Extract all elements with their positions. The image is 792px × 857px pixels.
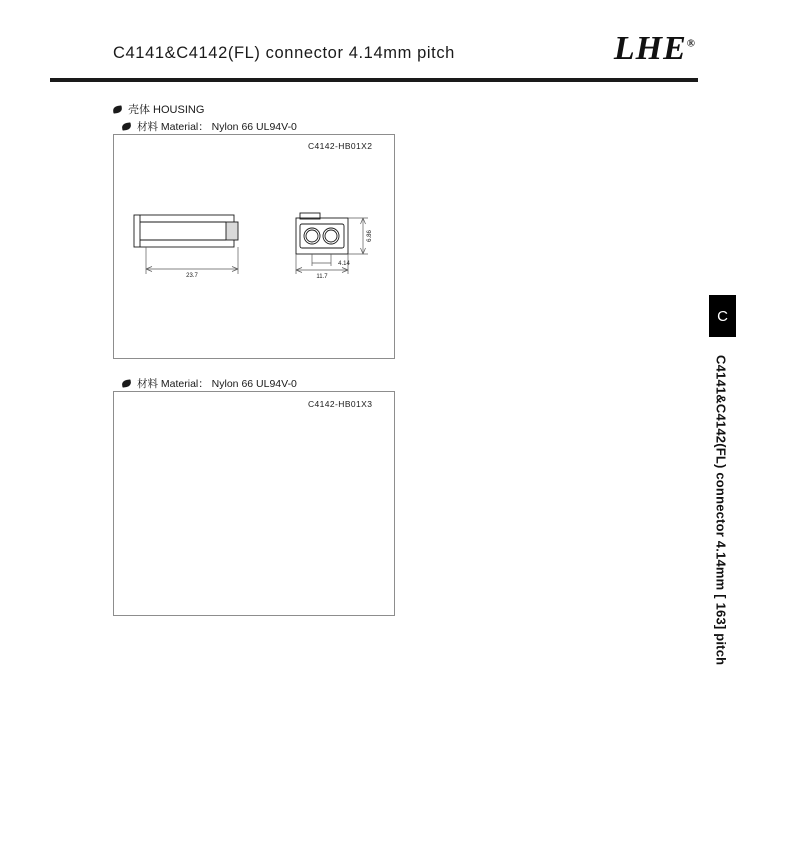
drawing-box-2pin xyxy=(113,134,395,359)
part-number-2pin: C4142-HB01X2 xyxy=(308,141,373,151)
dimension-text-side-length-2pin: 23.7 xyxy=(186,273,198,279)
section-tab-text xyxy=(703,355,739,675)
housing-label xyxy=(113,101,204,117)
registered-mark: ® xyxy=(686,37,696,50)
page-title: C4141&C4142(FL) connector 4.14mm pitch xyxy=(113,44,455,62)
brand-logo-text: LHE xyxy=(613,30,687,67)
material-label-1 xyxy=(122,119,297,134)
leaf-bullet-icon xyxy=(122,379,132,387)
dimension-text-width-2pin: 11.7 xyxy=(316,274,328,280)
dimension-text-pitch-2pin: 4.14 xyxy=(338,261,350,267)
part-number-3pin: C4142-HB01X3 xyxy=(308,399,373,409)
dimension-text-height-2pin: 6.86 xyxy=(367,230,373,242)
material-label-1-text: 材料 Material： Nylon 66 UL94V-0 xyxy=(137,121,297,133)
section-tab-text-label: C4141&C4142(FL) connector 4.14mm [ 163] pitch xyxy=(713,355,729,666)
header-divider xyxy=(50,78,698,82)
material-label-2 xyxy=(122,376,297,391)
brand-logo xyxy=(614,30,696,68)
housing-label-text: 壳体 HOUSING xyxy=(128,104,205,116)
drawing-box-3pin xyxy=(113,391,395,616)
section-tab-letter: C xyxy=(709,295,736,337)
leaf-bullet-icon xyxy=(113,105,123,113)
leaf-bullet-icon xyxy=(122,122,132,130)
material-label-2-text: 材料 Material： Nylon 66 UL94V-0 xyxy=(137,378,297,390)
